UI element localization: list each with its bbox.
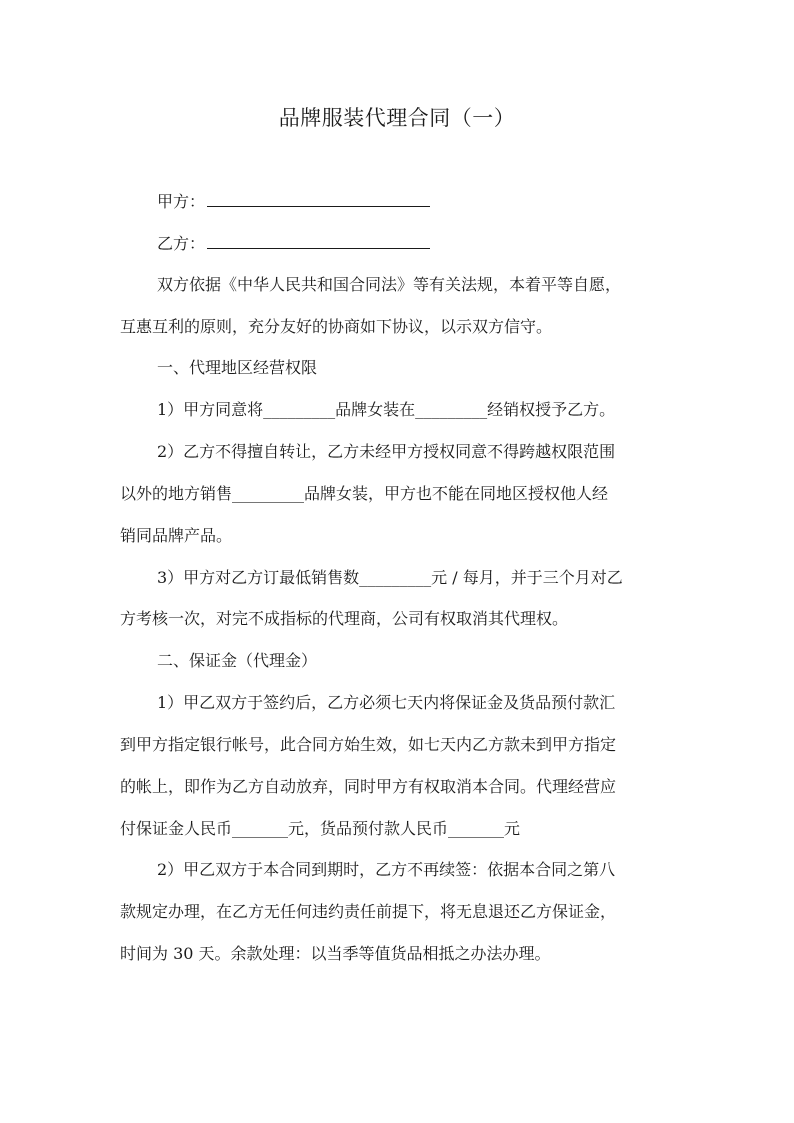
paragraph-line: 3）甲方对乙方订最低销售数_________元 / 每月，并于三个月对乙 — [157, 568, 623, 587]
paragraph-line: 互惠互利的原则，充分友好的协商如下协议，以示双方信守。 — [120, 317, 553, 336]
paragraph-line: 1）甲乙双方于签约后，乙方必须七天内将保证金及货品预付款汇 — [157, 693, 616, 712]
party-a-line — [157, 189, 430, 214]
paragraph-line: 销同品牌产品。 — [120, 526, 233, 545]
paragraph-line: 方考核一次，对完不成指标的代理商，公司有权取消其代理权。 — [120, 609, 569, 628]
paragraph-line: 2）甲乙双方于本合同到期时，乙方不再续签：依据本合同之第八 — [157, 860, 616, 879]
paragraph-line: 时间为 30 天。余款处理：以当季等值货品相抵之办法办理。 — [120, 944, 551, 963]
party-b-line — [157, 231, 430, 256]
paragraph-line: 的帐上，即作为乙方自动放弃，同时甲方有权取消本合同。代理经营应 — [120, 777, 617, 796]
paragraph-line: 以外的地方销售_________品牌女装，甲方也不能在同地区授权他人经 — [120, 484, 609, 503]
paragraph-line: 到甲方指定银行帐号，此合同方始生效，如七天内乙方款未到甲方指定 — [120, 735, 617, 754]
paragraph-line: 1）甲方同意将_________品牌女装在_________经销权授予乙方。 — [157, 400, 616, 419]
section-heading: 一、代理地区经营权限 — [157, 358, 318, 377]
paragraph-line: 付保证金人民币_______元，货品预付款人民币_______元 — [120, 819, 521, 838]
paragraph-line: 2）乙方不得擅自转让，乙方未经甲方授权同意不得跨越权限范围 — [157, 442, 616, 461]
party-b-label: 乙方： — [157, 234, 206, 253]
paragraph-line: 双方依据《中华人民共和国合同法》等有关法规，本着平等自愿， — [157, 275, 622, 294]
party-a-blank — [207, 189, 430, 207]
document-title: 品牌服装代理合同（一） — [278, 106, 516, 130]
party-a-label: 甲方： — [157, 192, 206, 211]
section-heading: 二、保证金（代理金） — [157, 651, 318, 670]
paragraph-line: 款规定办理，在乙方无任何违约责任前提下，将无息退还乙方保证金， — [120, 902, 617, 921]
party-b-blank — [207, 231, 430, 249]
